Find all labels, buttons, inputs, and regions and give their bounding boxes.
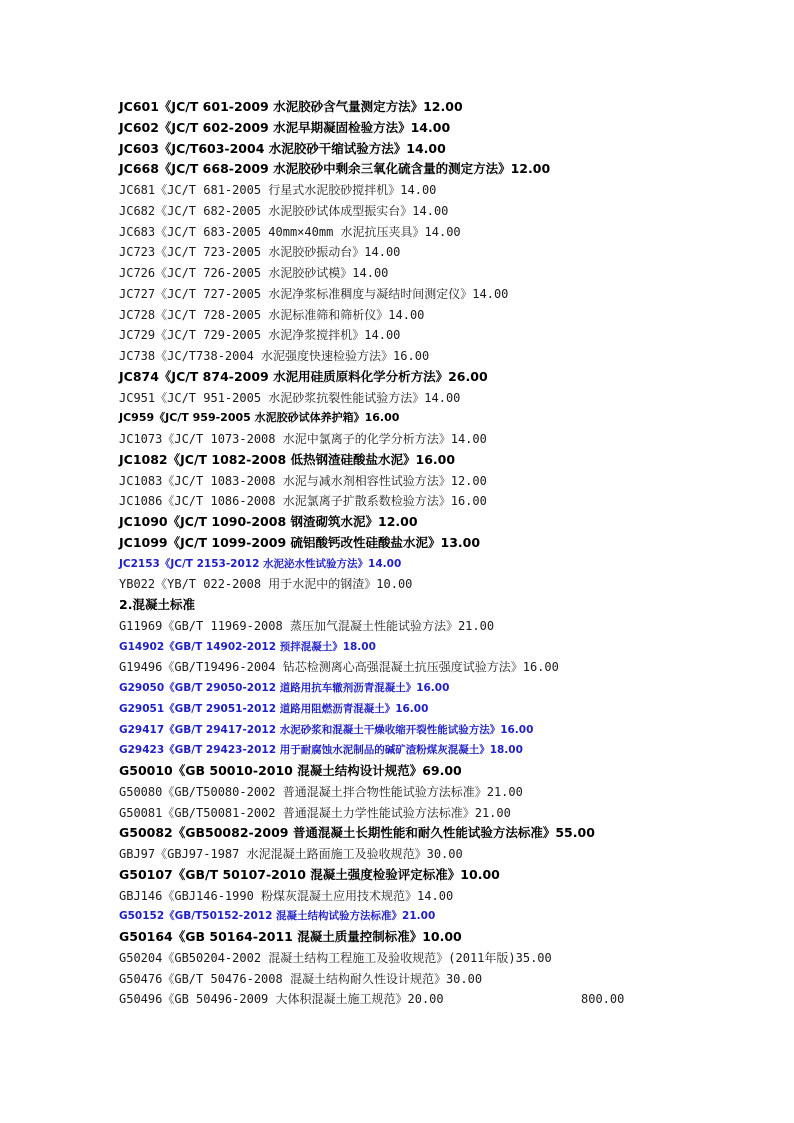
standard-entry: G29417《GB/T 29417-2012 水泥砂浆和混凝土干燥收缩开裂性能试验方法》16.00 (119, 723, 534, 736)
total-amount: 800.00 (581, 992, 625, 1007)
standard-entry: JC874《JC/T 874-2009 水泥用硅质原料化学分析方法》26.00 (119, 368, 488, 384)
standard-entry: JC681《JC/T 681-2005 行星式水泥胶砂搅拌机》14.00 (119, 183, 437, 197)
standard-entry: JC959《JC/T 959-2005 水泥胶砂试体养护箱》16.00 (119, 411, 400, 425)
standard-entry: JC602《JC/T 602-2009 水泥早期凝固检验方法》14.00 (119, 119, 451, 135)
document-body (119, 97, 739, 1010)
standard-entry: GBJ97《GBJ97-1987 水泥混凝土路面施工及验收规范》30.00 (119, 847, 463, 861)
standard-entry: JC1073《JC/T 1073-2008 水泥中氯离子的化学分析方法》14.00 (119, 432, 487, 446)
standard-entry: G50107《GB/T 50107-2010 混凝土强度检验评定标准》10.00 (119, 866, 500, 882)
standard-entry: G29423《GB/T 29423-2012 用于耐腐蚀水泥制品的碱矿渣粉煤灰混凝土》18.00 (119, 744, 523, 757)
standard-entry: JC1083《JC/T 1083-2008 水泥与减水剂相容性试验方法》12.00 (119, 473, 487, 488)
section-heading: 2.混凝土标准 (119, 597, 195, 612)
standard-entry: JC951《JC/T 951-2005 水泥砂浆抗裂性能试验方法》14.00 (119, 390, 461, 405)
standard-entry: G50082《GB50082-2009 普通混凝土长期性能和耐久性能试验方法标准》55.00 (119, 825, 595, 841)
standard-entry: GBJ146《GBJ146-1990 粉煤灰混凝土应用技术规范》14.00 (119, 888, 454, 903)
standard-entry: JC668《JC/T 668-2009 水泥胶砂中剩余三氧化硫含量的测定方法》12.00 (119, 161, 551, 177)
standard-entry: G50164《GB 50164-2011 混凝土质量控制标准》10.00 (119, 929, 462, 944)
standard-entry: JC738《JC/T738-2004 水泥强度快速检验方法》16.00 (119, 349, 430, 363)
standard-entry: G50496《GB 50496-2009 大体积混凝土施工规范》20.00 (119, 992, 444, 1007)
standard-entry: JC1090《JC/T 1090-2008 钢渣砌筑水泥》12.00 (119, 514, 418, 529)
standard-entry: JC727《JC/T 727-2005 水泥净浆标准稠度与凝结时间测定仪》14.00 (119, 286, 509, 301)
standard-entry: G50204《GB50204-2002 混凝土结构工程施工及验收规范》(2011年版)35.00 (119, 950, 552, 965)
standard-entry: YB022《YB/T 022-2008 用于水泥中的钢渣》10.00 (119, 577, 413, 592)
standard-entry: JC1086《JC/T 1086-2008 水泥氯离子扩散系数检验方法》16.00 (119, 494, 487, 509)
standard-entry: JC2153《JC/T 2153-2012 水泥泌水性试验方法》14.00 (119, 557, 402, 570)
standard-entry: JC683《JC/T 683-2005 40mm×40mm 水泥抗压夹具》14.00 (119, 224, 461, 239)
standard-entry: JC723《JC/T 723-2005 水泥胶砂振动台》14.00 (119, 245, 401, 260)
standard-entry: JC1099《JC/T 1099-2009 硫铝酸钙改性硅酸盐水泥》13.00 (119, 534, 481, 550)
standard-entry: JC601《JC/T 601-2009 水泥胶砂含气量测定方法》12.00 (119, 99, 463, 114)
standard-entry: JC603《JC/T603-2004 水泥胶砂干缩试验方法》14.00 (119, 140, 446, 156)
standard-entry: JC729《JC/T 729-2005 水泥净浆搅拌机》14.00 (119, 328, 401, 343)
standard-entry: G29050《GB/T 29050-2012 道路用抗车辙剂沥青混凝土》16.00 (119, 682, 450, 694)
standard-entry: G50080《GB/T50080-2002 普通混凝土拌合物性能试验方法标准》21.00 (119, 784, 523, 799)
standard-entry: JC1082《JC/T 1082-2008 低热钢渣硅酸盐水泥》16.00 (119, 451, 456, 467)
standard-entry: G14902《GB/T 14902-2012 预拌混凝土》18.00 (119, 640, 376, 653)
standard-entry: G19496《GB/T19496-2004 钻芯检测离心高强混凝土抗压强度试验方法》16.00 (119, 660, 559, 675)
standard-entry: G50010《GB 50010-2010 混凝土结构设计规范》69.00 (119, 763, 462, 778)
standard-entry: JC682《JC/T 682-2005 水泥胶砂试体成型振实台》14.00 (119, 203, 449, 218)
standard-entry: G29051《GB/T 29051-2012 道路用阻燃沥青混凝土》16.00 (119, 702, 429, 715)
standard-entry: JC728《JC/T 728-2005 水泥标准筛和筛析仪》14.00 (119, 307, 425, 322)
standard-entry: G50152《GB/T50152-2012 混凝土结构试验方法标准》21.00 (119, 910, 436, 923)
standard-entry: JC726《JC/T 726-2005 水泥胶砂试模》14.00 (119, 266, 389, 280)
standard-entry: G50081《GB/T50081-2002 普通混凝土力学性能试验方法标准》21.00 (119, 805, 511, 820)
standard-entry: G50476《GB/T 50476-2008 混凝土结构耐久性设计规范》30.00 (119, 971, 483, 986)
standard-entry: G11969《GB/T 11969-2008 蒸压加气混凝土性能试验方法》21.00 (119, 618, 495, 633)
